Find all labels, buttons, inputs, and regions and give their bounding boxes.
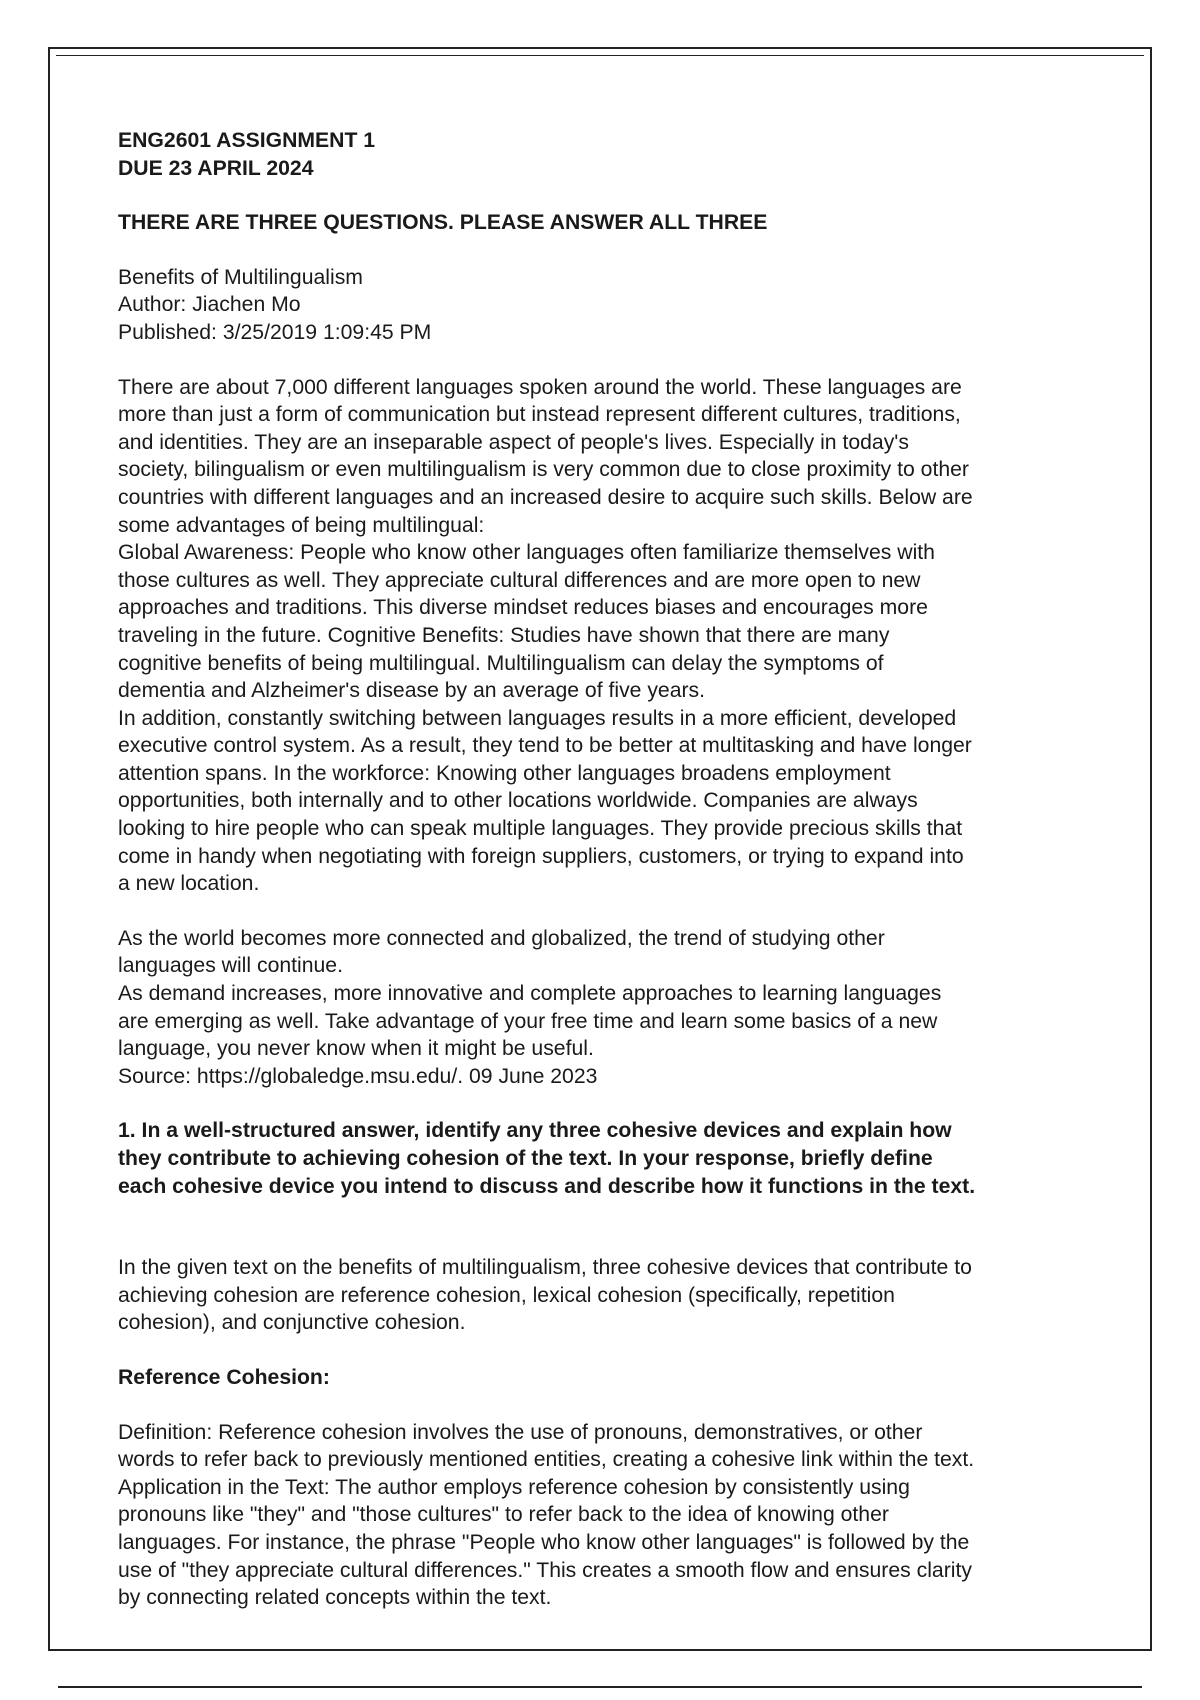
inner-top-rule	[56, 55, 1144, 56]
article-paragraph-2: As the world becomes more connected and globalized, the trend of studying other languages will continue. As demand increases, more innovative and complete approaches to learning languages are emerging as well. Take advantage of your free time and learn some basics of a new language, you never know when it might be useful. Source: https://globaledge.msu.edu/. 09 June 2023	[118, 926, 942, 1088]
answer-intro: In the given text on the benefits of multilingualism, three cohesive devices that contribute to achieving cohesion are reference cohesion, lexical cohesion (specifically, repetition cohesion), and conjunctive cohesion.	[118, 1256, 972, 1335]
next-page-top-rule	[58, 1686, 1142, 1688]
document-body	[118, 127, 1118, 1612]
article-paragraph-1: There are about 7,000 different languages spoken around the world. These languages are more than just a form of communication but instead represent different cultures, traditions, and identities. They are an inseparable aspect of people's lives. Especially in today's society, bilingualism or even multilingualism is very common due to close proximity to other countries with different languages and an increased desire to acquire such skills. Below are some advantages of being multilingual: Global Awareness: People who know other languages often familiarize themselves with those cultures as well. They appreciate cultural differences and are more open to new approaches and traditions. This diverse mindset reduces biases and encourages more traveling in the future. Cognitive Benefits: Studies have shown that there are many cognitive benefits of being multilingual. Multilingualism can delay the symptoms of dementia and Alzheimer's disease by an average of five years. In addition, constantly switching between languages results in a more efficient, developed executive control system. As a result, they tend to be better at multitasking and have longer attention spans. In the workforce: Knowing other languages broadens employment opportunities, both internally and to other locations worldwide. Companies are always looking to hire people who can speak multiple languages. They provide precious skills that come in handy when negotiating with foreign suppliers, customers, or trying to expand into a new location.	[118, 375, 973, 896]
article-author: Author: Jiachen Mo	[118, 293, 301, 317]
article-title: Benefits of Multilingualism	[118, 265, 363, 289]
course-title: ENG2601 ASSIGNMENT 1	[118, 129, 376, 152]
reference-cohesion-heading: Reference Cohesion:	[118, 1365, 330, 1389]
article-published: Published: 3/25/2019 1:09:45 PM	[118, 320, 432, 344]
reference-cohesion-body: Definition: Reference cohesion involves the use of pronouns, demonstratives, or other words to refer back to previously mentioned entities, creating a cohesive link within the text. Application in the Text: The author employs reference cohesion by consistently using pronouns like "they" and "those cultures" to refer back to the idea of knowing other languages. For instance, the phrase "People who know other languages" is followed by the use of "they appreciate cultural differences." This creates a smooth flow and ensures clarity by connecting related concepts within the text.	[118, 1420, 975, 1610]
due-date: DUE 23 APRIL 2024	[118, 156, 314, 180]
question-1: 1. In a well-structured answer, identify any three cohesive devices and explain how they contribute to achieving cohesion of the text. In your response, briefly define each cohesive device you intend to discuss and describe how it functions in the text.	[118, 1119, 976, 1198]
instruction-heading: THERE ARE THREE QUESTIONS. PLEASE ANSWER ALL THREE	[118, 211, 768, 235]
